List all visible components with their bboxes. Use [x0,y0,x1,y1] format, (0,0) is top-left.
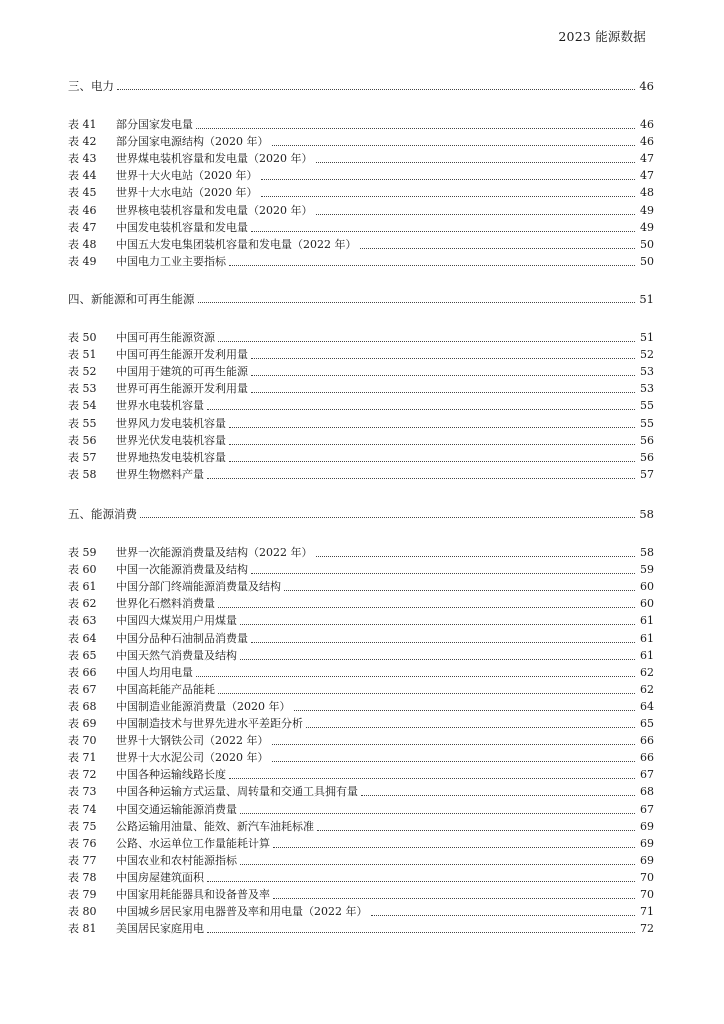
toc-entry[interactable] [68,117,654,133]
entry-number: 表 70 [68,734,97,747]
entry-number: 表 59 [68,546,97,559]
dot-leader [240,812,635,814]
page-number: 57 [640,468,654,481]
dot-leader [198,301,636,303]
toc-entry[interactable] [68,134,654,150]
page-number: 50 [640,255,654,268]
toc-entry[interactable] [68,364,654,380]
page-number: 53 [640,382,654,395]
toc-entry[interactable] [68,416,654,432]
entry-number: 表 69 [68,717,97,730]
dot-leader [360,247,636,249]
page-number: 59 [640,563,654,576]
entry-title: 中国家用耗能器具和设备普及率 [116,888,270,901]
toc-entry[interactable] [68,203,654,219]
entry-title: 中国五大发电集团装机容量和发电量（2022 年） [116,238,357,251]
page-number: 49 [640,221,654,234]
toc-entry[interactable] [68,836,654,852]
toc-entry[interactable] [68,330,654,346]
toc-entry[interactable] [68,151,654,167]
toc-entry[interactable] [68,716,654,732]
dot-leader [317,829,635,831]
page-number: 69 [640,820,654,833]
page-number: 48 [640,186,654,199]
entry-title: 世界十大水电站（2020 年） [116,186,258,199]
dot-leader [261,195,636,197]
page-number: 72 [640,922,654,935]
entry-title: 中国可再生能源开发利用量 [116,348,248,361]
entry-title: 中国人均用电量 [116,666,193,679]
page-number: 61 [640,614,654,627]
entry-number: 表 79 [68,888,97,901]
toc-entry[interactable] [68,767,654,783]
dot-leader [251,572,635,574]
entry-title: 中国农业和农村能源指标 [116,854,237,867]
dot-leader [273,897,635,899]
toc-entry[interactable] [68,220,654,236]
toc-entry[interactable] [68,254,654,270]
toc-entry[interactable] [68,682,654,698]
entry-number: 表 48 [68,238,97,251]
toc-entry[interactable] [68,904,654,920]
entry-title: 中国各种运输方式运量、周转量和交通工具拥有量 [116,785,358,798]
toc-entry[interactable] [68,185,654,201]
entry-title: 世界光伏发电装机容量 [116,434,226,447]
page-number: 50 [640,238,654,251]
toc-entry[interactable] [68,237,654,253]
entry-title: 世界风力发电装机容量 [116,417,226,430]
dot-leader [251,230,635,232]
page-number: 52 [640,348,654,361]
toc-entry[interactable] [68,562,654,578]
entry-title: 世界一次能源消费量及结构（2022 年） [116,546,313,559]
toc-section-heading[interactable] [68,291,654,307]
dot-leader [229,777,635,779]
entry-number: 表 68 [68,700,97,713]
dot-leader [272,760,636,762]
dot-leader [229,443,635,445]
page-number: 60 [640,580,654,593]
entry-number: 表 51 [68,348,97,361]
page-number: 69 [640,837,654,850]
dot-leader [207,931,635,933]
toc-entry[interactable] [68,921,654,937]
entry-title: 中国城乡居民家用电器普及率和用电量（2022 年） [116,905,368,918]
entry-number: 表 41 [68,118,97,131]
toc-entry[interactable] [68,433,654,449]
entry-number: 表 80 [68,905,97,918]
entry-number: 表 52 [68,365,97,378]
dot-leader [207,880,635,882]
dot-leader [240,863,635,865]
toc-entry[interactable] [68,631,654,647]
toc-entry[interactable] [68,613,654,629]
toc-entry[interactable] [68,802,654,818]
dot-leader [140,516,635,518]
dot-leader [117,88,635,90]
entry-title: 中国制造业能源消费量（2020 年） [116,700,291,713]
toc-entry[interactable] [68,819,654,835]
entry-title: 世界核电装机容量和发电量（2020 年） [116,204,313,217]
page-number: 53 [640,365,654,378]
entry-number: 表 64 [68,632,97,645]
page-number: 56 [640,451,654,464]
dot-leader [251,374,635,376]
entry-title: 中国一次能源消费量及结构 [116,563,248,576]
section-title: 三、电力 [68,79,114,93]
entry-number: 表 46 [68,204,97,217]
entry-number: 表 57 [68,451,97,464]
toc-section-heading[interactable] [68,78,654,94]
toc-entry[interactable] [68,450,654,466]
toc-entry[interactable] [68,398,654,414]
entry-number: 表 75 [68,820,97,833]
entry-title: 中国高耗能产品能耗 [116,683,215,696]
page-number: 67 [640,803,654,816]
entry-number: 表 66 [68,666,97,679]
entry-title: 世界地热发电装机容量 [116,451,226,464]
entry-title: 中国分部门终端能源消费量及结构 [116,580,281,593]
entry-title: 美国居民家庭用电 [116,922,204,935]
toc-entry[interactable] [68,545,654,561]
entry-number: 表 44 [68,169,97,182]
toc-entry[interactable] [68,750,654,766]
page-number: 51 [639,292,654,306]
page-number: 60 [640,597,654,610]
dot-leader [240,623,635,625]
entry-number: 表 42 [68,135,97,148]
dot-leader [251,641,635,643]
dot-leader [196,127,635,129]
page-number: 55 [640,417,654,430]
entry-title: 部分国家电源结构（2020 年） [116,135,269,148]
toc-entry[interactable] [68,665,654,681]
toc-entry[interactable] [68,168,654,184]
page-number: 61 [640,632,654,645]
entry-number: 表 54 [68,399,97,412]
page-number: 58 [639,507,654,521]
dot-leader [218,606,635,608]
entry-number: 表 71 [68,751,97,764]
page-number: 70 [640,888,654,901]
toc-entry[interactable] [68,784,654,800]
page-number: 46 [640,135,654,148]
entry-title: 中国各种运输线路长度 [116,768,226,781]
page-number: 65 [640,717,654,730]
entry-title: 世界生物燃料产量 [116,468,204,481]
entry-number: 表 49 [68,255,97,268]
toc-entry[interactable] [68,870,654,886]
entry-number: 表 55 [68,417,97,430]
page-number: 47 [640,169,654,182]
dot-leader [207,477,635,479]
page-number: 46 [639,79,654,93]
dot-leader [316,213,636,215]
page-number: 67 [640,768,654,781]
dot-leader [229,426,635,428]
entry-number: 表 72 [68,768,97,781]
entry-number: 表 45 [68,186,97,199]
page-number: 70 [640,871,654,884]
toc-entry[interactable] [68,853,654,869]
page-number: 58 [640,546,654,559]
toc-section-heading[interactable] [68,506,654,522]
page-number: 66 [640,751,654,764]
entry-title: 公路运输用油量、能效、新汽车油耗标准 [116,820,314,833]
page-number: 71 [640,905,654,918]
entry-number: 表 67 [68,683,97,696]
dot-leader [261,178,636,180]
entry-number: 表 58 [68,468,97,481]
page-number: 47 [640,152,654,165]
dot-leader [218,692,635,694]
dot-leader [306,726,635,728]
entry-number: 表 43 [68,152,97,165]
page-number: 66 [640,734,654,747]
entry-title: 中国可再生能源资源 [116,331,215,344]
dot-leader [229,460,635,462]
entry-title: 世界化石燃料消费量 [116,597,215,610]
toc-entry[interactable] [68,381,654,397]
dot-leader [218,340,635,342]
entry-number: 表 62 [68,597,97,610]
toc-entry[interactable] [68,699,654,715]
page-number: 61 [640,649,654,662]
dot-leader [272,743,636,745]
entry-number: 表 56 [68,434,97,447]
toc-entry[interactable] [68,596,654,612]
page-number: 49 [640,204,654,217]
page-number: 64 [640,700,654,713]
entry-title: 中国用于建筑的可再生能源 [116,365,248,378]
dot-leader [316,555,636,557]
dot-leader [361,794,635,796]
dot-leader [251,391,635,393]
dot-leader [251,357,635,359]
dot-leader [240,658,635,660]
entry-title: 中国分品种石油制品消费量 [116,632,248,645]
dot-leader [272,144,636,146]
entry-number: 表 76 [68,837,97,850]
dot-leader [273,846,635,848]
dot-leader [284,589,635,591]
page-header-title: 2023 能源数据 [558,29,646,44]
entry-number: 表 81 [68,922,97,935]
dot-leader [294,709,636,711]
entry-number: 表 77 [68,854,97,867]
dot-leader [229,264,635,266]
entry-title: 中国电力工业主要指标 [116,255,226,268]
dot-leader [316,161,636,163]
entry-title: 中国天然气消费量及结构 [116,649,237,662]
page-number: 51 [640,331,654,344]
toc-entry[interactable] [68,579,654,595]
entry-title: 中国四大煤炭用户用煤量 [116,614,237,627]
dot-leader [371,914,636,916]
entry-title: 世界十大火电站（2020 年） [116,169,258,182]
dot-leader [196,675,635,677]
entry-number: 表 47 [68,221,97,234]
entry-title: 世界煤电装机容量和发电量（2020 年） [116,152,313,165]
entry-title: 公路、水运单位工作量能耗计算 [116,837,270,850]
entry-number: 表 78 [68,871,97,884]
toc-entry[interactable] [68,467,654,483]
page-number: 62 [640,683,654,696]
page-number: 46 [640,118,654,131]
page-number: 69 [640,854,654,867]
entry-title: 中国制造技术与世界先进水平差距分析 [116,717,303,730]
entry-number: 表 61 [68,580,97,593]
dot-leader [207,408,635,410]
entry-title: 世界可再生能源开发利用量 [116,382,248,395]
entry-number: 表 63 [68,614,97,627]
toc-entry[interactable] [68,347,654,363]
entry-title: 中国房屋建筑面积 [116,871,204,884]
entry-title: 世界水电装机容量 [116,399,204,412]
toc-entry[interactable] [68,648,654,664]
entry-title: 中国交通运输能源消费量 [116,803,237,816]
entry-number: 表 65 [68,649,97,662]
page-number: 62 [640,666,654,679]
entry-number: 表 74 [68,803,97,816]
page-number: 68 [640,785,654,798]
page-number: 56 [640,434,654,447]
entry-number: 表 60 [68,563,97,576]
entry-number: 表 53 [68,382,97,395]
entry-number: 表 73 [68,785,97,798]
toc-entry[interactable] [68,887,654,903]
entry-title: 部分国家发电量 [116,118,193,131]
section-title: 四、新能源和可再生能源 [68,292,195,306]
entry-title: 世界十大钢铁公司（2022 年） [116,734,269,747]
entry-number: 表 50 [68,331,97,344]
toc-entry[interactable] [68,733,654,749]
entry-title: 中国发电装机容量和发电量 [116,221,248,234]
entry-title: 世界十大水泥公司（2020 年） [116,751,269,764]
section-title: 五、能源消费 [68,507,137,521]
page-number: 55 [640,399,654,412]
